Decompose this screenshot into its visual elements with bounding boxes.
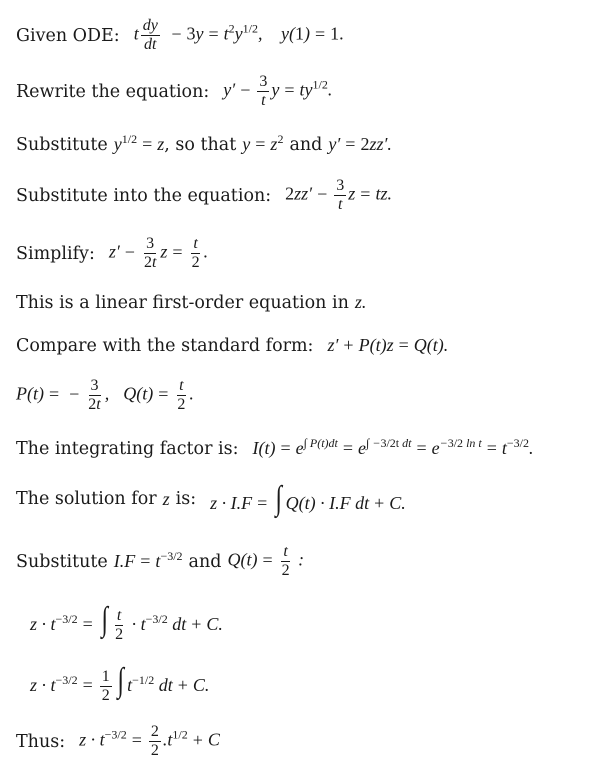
substitute-into-equation: 2zz′ − $\frac{3}{t}$ z = tz. [285, 177, 392, 213]
integral-step-2 [30, 664, 209, 704]
linear-label: This is a linear first-order equation in [16, 292, 349, 313]
given-ode-equation: t $\frac{dy}{dt}$ − $3y = t^2y^{1/2}$, y(1) = 1. [133, 17, 344, 53]
substitute-q-def: Q(t) = $\frac{t}{2}$ : [227, 543, 305, 579]
rewrite-line [16, 74, 332, 109]
rewrite-equation: y′ − $\frac{3}{t}$ $y = ty^{1/2}$. [223, 73, 333, 109]
simplify-label: Simplify: [16, 243, 95, 264]
solution-z-equation: z · I.F = ∫ Q(t) · I.F dt + C. [210, 480, 406, 517]
given-ode-label: Given ODE: [16, 25, 120, 46]
substitute-yprime-def: y′ = 2zz′. [328, 134, 392, 154]
rewrite-label: Rewrite the equation: [16, 81, 210, 102]
standard-form-line [16, 335, 448, 356]
integral-step-2-equation: $z \cdot t^{-3/2}$ = $\frac{1}{2}$ ∫ $t^{-1/2}$ dt + C. [30, 662, 210, 705]
p-of-t: P(t) = − $\frac{3}{2t}$ , [16, 377, 110, 413]
substitute-if-def: $I.F = t^{-3/2}$ [113, 549, 183, 571]
integrating-factor-label: The integrating factor is: [16, 438, 239, 459]
simplify-equation: z′ − $\frac{3}{2t}$ z = $\frac{t}{2}$ . [108, 235, 209, 271]
thus-line [16, 724, 220, 759]
thus-label: Thus: [16, 731, 66, 752]
integrating-factor-line [16, 438, 534, 459]
solution-z-is: is: [175, 489, 197, 509]
substitute-and: and [289, 134, 323, 155]
substitute-if-and: and [188, 551, 222, 572]
pq-line [16, 378, 194, 413]
linear-line [16, 292, 366, 313]
solution-z-var: z [162, 488, 170, 509]
substitute-if-label: Substitute [16, 551, 108, 572]
substitute-so-that: , so that [164, 134, 237, 155]
solution-z-line [16, 482, 406, 516]
q-of-t: Q(t) = $\frac{t}{2}$ . [123, 377, 194, 413]
integrating-factor-equation: $I(t) = e^{\int P(t)dt} = e^{\int -3/2t dt} = e^{-3/2 ln t} = t^{-3/2}$. [252, 436, 534, 458]
given-ode-line [16, 18, 344, 53]
thus-equation: $z \cdot t^{-3/2}$ = $\frac{2}{2}$ $.t^{1/2} + C$ [79, 723, 220, 759]
standard-form-equation: z′ + P(t)z = Q(t). [327, 335, 449, 355]
substitute-into-line [16, 178, 392, 213]
substitute-line [16, 134, 392, 155]
simplify-line [16, 236, 208, 271]
linear-var: z. [354, 292, 367, 312]
integral-step-1-equation: $z \cdot t^{-3/2}$ = ∫ $\frac{t}{2}$ · $t^{-3/2}$ dt + C. [30, 601, 223, 644]
substitute-label: Substitute [16, 134, 108, 155]
standard-form-label: Compare with the standard form: [16, 335, 314, 356]
integral-step-1 [30, 603, 223, 643]
substitute-z-def: $y^{1/2} = z$ [113, 132, 165, 154]
substitute-into-label: Substitute into the equation: [16, 185, 272, 206]
substitute-y-def: $y = z^2$ [242, 132, 284, 154]
solution-z-label: The solution for [16, 489, 157, 509]
substitute-if-line [16, 544, 304, 579]
